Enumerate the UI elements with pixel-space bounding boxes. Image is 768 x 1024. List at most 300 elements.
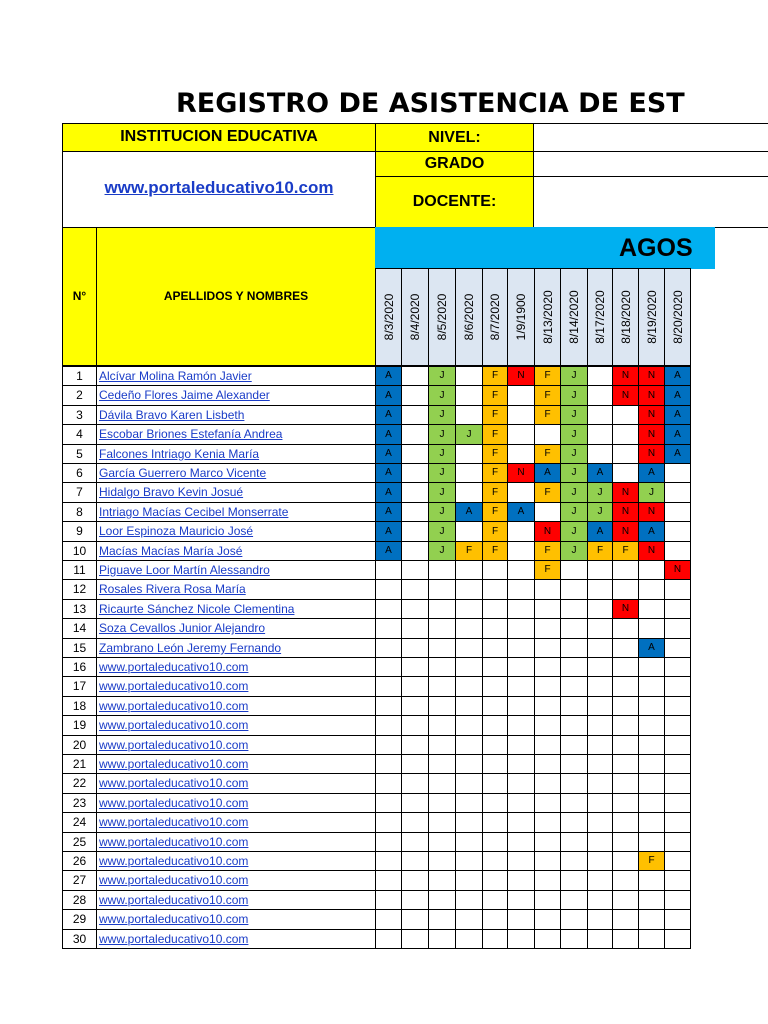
attendance-cell[interactable] (638, 870, 665, 891)
attendance-cell[interactable] (612, 715, 639, 736)
attendance-cell[interactable] (507, 444, 535, 464)
attendance-cell[interactable]: N (638, 366, 665, 386)
attendance-cell[interactable] (587, 735, 613, 755)
attendance-cell[interactable] (375, 657, 402, 677)
student-name[interactable]: Hidalgo Bravo Kevin Josué (96, 482, 376, 503)
student-name[interactable]: Ricaurte Sánchez Nicole Clementina (96, 599, 376, 619)
student-name[interactable]: www.portaleducativo10.com (96, 832, 376, 852)
attendance-cell[interactable] (455, 929, 483, 949)
attendance-cell[interactable] (428, 929, 456, 949)
attendance-cell[interactable]: N (664, 560, 691, 580)
attendance-cell[interactable]: J (560, 482, 588, 503)
attendance-cell[interactable] (482, 676, 508, 697)
attendance-cell[interactable] (428, 715, 456, 736)
attendance-cell[interactable] (401, 599, 429, 619)
attendance-cell[interactable]: F (587, 541, 613, 561)
attendance-cell[interactable] (401, 735, 429, 755)
attendance-cell[interactable] (534, 832, 561, 852)
attendance-cell[interactable] (534, 890, 561, 910)
attendance-cell[interactable]: J (455, 424, 483, 445)
attendance-cell[interactable]: N (612, 366, 639, 386)
attendance-cell[interactable] (638, 560, 665, 580)
attendance-cell[interactable] (534, 502, 561, 522)
attendance-cell[interactable] (560, 638, 588, 658)
attendance-cell[interactable]: F (534, 385, 561, 406)
attendance-cell[interactable] (612, 696, 639, 716)
attendance-cell[interactable] (507, 773, 535, 794)
attendance-cell[interactable] (664, 502, 691, 522)
attendance-cell[interactable] (507, 579, 535, 600)
attendance-cell[interactable] (587, 832, 613, 852)
attendance-cell[interactable] (507, 541, 535, 561)
student-name[interactable]: www.portaleducativo10.com (96, 676, 376, 697)
attendance-cell[interactable] (612, 424, 639, 445)
docente-value-cell[interactable] (533, 176, 768, 228)
attendance-cell[interactable] (560, 560, 588, 580)
attendance-cell[interactable] (428, 599, 456, 619)
attendance-cell[interactable]: J (560, 444, 588, 464)
attendance-cell[interactable] (534, 812, 561, 833)
attendance-cell[interactable] (455, 754, 483, 774)
attendance-cell[interactable] (375, 715, 402, 736)
attendance-cell[interactable] (587, 657, 613, 677)
attendance-cell[interactable] (534, 909, 561, 930)
student-name[interactable]: www.portaleducativo10.com (96, 890, 376, 910)
attendance-cell[interactable] (401, 676, 429, 697)
attendance-cell[interactable]: J (560, 366, 588, 386)
attendance-cell[interactable]: N (638, 444, 665, 464)
attendance-cell[interactable] (638, 715, 665, 736)
attendance-cell[interactable] (638, 890, 665, 910)
attendance-cell[interactable]: A (375, 366, 402, 386)
attendance-cell[interactable] (560, 832, 588, 852)
student-name[interactable]: www.portaleducativo10.com (96, 657, 376, 677)
attendance-cell[interactable]: J (587, 482, 613, 503)
attendance-cell[interactable] (455, 618, 483, 639)
docente-label-cell[interactable] (375, 176, 534, 228)
attendance-cell[interactable] (638, 618, 665, 639)
attendance-cell[interactable]: N (638, 541, 665, 561)
attendance-cell[interactable] (428, 851, 456, 871)
attendance-cell[interactable] (664, 812, 691, 833)
attendance-cell[interactable]: J (428, 521, 456, 542)
attendance-cell[interactable] (507, 599, 535, 619)
attendance-cell[interactable]: A (375, 444, 402, 464)
attendance-cell[interactable] (507, 696, 535, 716)
attendance-cell[interactable] (612, 773, 639, 794)
attendance-cell[interactable]: F (534, 405, 561, 425)
attendance-cell[interactable] (587, 696, 613, 716)
attendance-cell[interactable] (375, 579, 402, 600)
student-name[interactable]: Rosales Rivera Rosa María (96, 579, 376, 600)
attendance-cell[interactable] (612, 444, 639, 464)
student-name[interactable]: Escobar Briones Estefanía Andrea (96, 424, 376, 445)
student-name[interactable]: www.portaleducativo10.com (96, 929, 376, 949)
student-name[interactable]: www.portaleducativo10.com (96, 715, 376, 736)
attendance-cell[interactable] (560, 618, 588, 639)
attendance-cell[interactable]: A (455, 502, 483, 522)
attendance-cell[interactable] (507, 890, 535, 910)
attendance-cell[interactable] (587, 366, 613, 386)
attendance-cell[interactable] (612, 832, 639, 852)
attendance-cell[interactable] (401, 444, 429, 464)
attendance-cell[interactable] (401, 579, 429, 600)
attendance-cell[interactable] (507, 560, 535, 580)
attendance-cell[interactable] (428, 890, 456, 910)
attendance-cell[interactable] (664, 657, 691, 677)
attendance-cell[interactable] (587, 405, 613, 425)
attendance-cell[interactable]: F (482, 405, 508, 425)
attendance-cell[interactable]: J (428, 502, 456, 522)
attendance-cell[interactable]: A (375, 541, 402, 561)
attendance-cell[interactable] (664, 618, 691, 639)
attendance-cell[interactable] (664, 521, 691, 542)
attendance-cell[interactable] (375, 929, 402, 949)
attendance-cell[interactable] (482, 870, 508, 891)
attendance-cell[interactable] (612, 754, 639, 774)
attendance-cell[interactable] (507, 638, 535, 658)
attendance-cell[interactable]: A (534, 463, 561, 483)
attendance-cell[interactable] (401, 424, 429, 445)
attendance-cell[interactable] (482, 832, 508, 852)
attendance-cell[interactable] (560, 676, 588, 697)
attendance-cell[interactable]: J (428, 482, 456, 503)
attendance-cell[interactable]: A (375, 482, 402, 503)
attendance-cell[interactable]: N (612, 502, 639, 522)
student-name[interactable]: www.portaleducativo10.com (96, 696, 376, 716)
attendance-cell[interactable]: A (664, 424, 691, 445)
attendance-cell[interactable] (375, 735, 402, 755)
attendance-cell[interactable]: A (664, 385, 691, 406)
attendance-cell[interactable] (375, 638, 402, 658)
attendance-cell[interactable] (534, 754, 561, 774)
attendance-cell[interactable] (664, 890, 691, 910)
attendance-cell[interactable] (401, 851, 429, 871)
attendance-cell[interactable] (482, 793, 508, 813)
attendance-cell[interactable] (482, 560, 508, 580)
attendance-cell[interactable]: A (587, 521, 613, 542)
attendance-cell[interactable]: J (560, 424, 588, 445)
student-name[interactable]: Soza Cevallos Junior Alejandro (96, 618, 376, 639)
attendance-cell[interactable] (455, 657, 483, 677)
attendance-cell[interactable] (664, 735, 691, 755)
attendance-cell[interactable] (401, 657, 429, 677)
attendance-cell[interactable] (401, 793, 429, 813)
attendance-cell[interactable] (401, 812, 429, 833)
attendance-cell[interactable] (612, 638, 639, 658)
attendance-cell[interactable] (455, 579, 483, 600)
attendance-cell[interactable] (587, 812, 613, 833)
attendance-cell[interactable]: A (664, 444, 691, 464)
attendance-cell[interactable] (375, 870, 402, 891)
attendance-cell[interactable] (664, 676, 691, 697)
attendance-cell[interactable] (560, 754, 588, 774)
attendance-cell[interactable] (587, 385, 613, 406)
attendance-cell[interactable] (375, 618, 402, 639)
attendance-cell[interactable] (664, 599, 691, 619)
attendance-cell[interactable] (534, 676, 561, 697)
attendance-cell[interactable]: A (375, 385, 402, 406)
attendance-cell[interactable] (455, 599, 483, 619)
attendance-cell[interactable] (482, 657, 508, 677)
attendance-cell[interactable] (612, 793, 639, 813)
attendance-cell[interactable] (560, 696, 588, 716)
attendance-cell[interactable] (587, 773, 613, 794)
attendance-cell[interactable] (401, 463, 429, 483)
attendance-cell[interactable] (507, 812, 535, 833)
attendance-cell[interactable] (612, 851, 639, 871)
attendance-cell[interactable]: F (534, 560, 561, 580)
attendance-cell[interactable]: A (375, 521, 402, 542)
attendance-cell[interactable] (587, 676, 613, 697)
attendance-cell[interactable] (638, 909, 665, 930)
attendance-cell[interactable] (455, 444, 483, 464)
attendance-cell[interactable] (482, 929, 508, 949)
attendance-cell[interactable] (534, 851, 561, 871)
student-name[interactable]: www.portaleducativo10.com (96, 909, 376, 930)
attendance-cell[interactable] (587, 870, 613, 891)
attendance-cell[interactable]: A (638, 521, 665, 542)
attendance-cell[interactable] (428, 696, 456, 716)
attendance-cell[interactable] (612, 890, 639, 910)
attendance-cell[interactable] (534, 579, 561, 600)
attendance-cell[interactable] (534, 696, 561, 716)
attendance-cell[interactable]: J (560, 521, 588, 542)
attendance-cell[interactable]: N (612, 482, 639, 503)
attendance-cell[interactable] (507, 521, 535, 542)
attendance-cell[interactable]: F (482, 521, 508, 542)
attendance-cell[interactable]: N (638, 385, 665, 406)
attendance-cell[interactable] (560, 715, 588, 736)
attendance-cell[interactable] (455, 715, 483, 736)
attendance-cell[interactable] (560, 909, 588, 930)
attendance-cell[interactable]: J (428, 366, 456, 386)
attendance-cell[interactable]: A (507, 502, 535, 522)
attendance-cell[interactable] (664, 870, 691, 891)
attendance-cell[interactable] (534, 929, 561, 949)
attendance-cell[interactable] (507, 929, 535, 949)
attendance-cell[interactable]: A (664, 405, 691, 425)
attendance-cell[interactable] (428, 579, 456, 600)
attendance-cell[interactable] (534, 870, 561, 891)
attendance-cell[interactable] (401, 870, 429, 891)
student-name[interactable]: Loor Espinoza Mauricio José (96, 521, 376, 542)
attendance-cell[interactable]: J (560, 405, 588, 425)
attendance-cell[interactable]: J (560, 463, 588, 483)
attendance-cell[interactable] (587, 599, 613, 619)
attendance-cell[interactable] (507, 715, 535, 736)
attendance-cell[interactable] (664, 463, 691, 483)
attendance-cell[interactable] (401, 715, 429, 736)
attendance-cell[interactable] (428, 812, 456, 833)
attendance-cell[interactable] (401, 502, 429, 522)
attendance-cell[interactable] (455, 366, 483, 386)
attendance-cell[interactable]: N (638, 502, 665, 522)
attendance-cell[interactable]: F (638, 851, 665, 871)
attendance-cell[interactable]: A (664, 366, 691, 386)
attendance-cell[interactable] (612, 812, 639, 833)
attendance-cell[interactable] (534, 424, 561, 445)
attendance-cell[interactable] (507, 676, 535, 697)
attendance-cell[interactable]: J (560, 541, 588, 561)
attendance-cell[interactable] (534, 773, 561, 794)
attendance-cell[interactable] (375, 773, 402, 794)
attendance-cell[interactable] (587, 560, 613, 580)
attendance-cell[interactable] (455, 521, 483, 542)
attendance-cell[interactable]: F (534, 541, 561, 561)
attendance-cell[interactable] (534, 638, 561, 658)
attendance-cell[interactable] (664, 754, 691, 774)
attendance-cell[interactable] (664, 851, 691, 871)
attendance-cell[interactable] (428, 754, 456, 774)
attendance-cell[interactable] (428, 909, 456, 930)
attendance-cell[interactable] (664, 832, 691, 852)
attendance-cell[interactable] (638, 793, 665, 813)
attendance-cell[interactable] (612, 870, 639, 891)
attendance-cell[interactable]: F (482, 444, 508, 464)
attendance-cell[interactable] (612, 676, 639, 697)
attendance-cell[interactable] (612, 463, 639, 483)
attendance-cell[interactable] (428, 618, 456, 639)
attendance-cell[interactable] (428, 638, 456, 658)
attendance-cell[interactable] (455, 909, 483, 930)
attendance-cell[interactable] (638, 735, 665, 755)
attendance-cell[interactable] (587, 638, 613, 658)
attendance-cell[interactable] (375, 909, 402, 930)
website-cell[interactable] (62, 151, 376, 228)
attendance-cell[interactable] (560, 890, 588, 910)
attendance-cell[interactable] (507, 851, 535, 871)
institution-label-cell[interactable] (62, 123, 376, 152)
attendance-cell[interactable] (482, 890, 508, 910)
attendance-cell[interactable]: N (507, 463, 535, 483)
attendance-cell[interactable] (534, 793, 561, 813)
nivel-label-cell[interactable] (375, 123, 534, 152)
attendance-cell[interactable] (612, 405, 639, 425)
attendance-cell[interactable]: F (482, 541, 508, 561)
student-name[interactable]: García Guerrero Marco Vicente (96, 463, 376, 483)
attendance-cell[interactable] (401, 909, 429, 930)
attendance-cell[interactable] (375, 696, 402, 716)
attendance-cell[interactable] (401, 618, 429, 639)
attendance-cell[interactable] (664, 482, 691, 503)
attendance-cell[interactable] (375, 793, 402, 813)
attendance-cell[interactable] (482, 754, 508, 774)
attendance-cell[interactable] (560, 735, 588, 755)
attendance-cell[interactable] (455, 890, 483, 910)
attendance-cell[interactable] (587, 618, 613, 639)
attendance-cell[interactable] (375, 851, 402, 871)
attendance-cell[interactable] (612, 579, 639, 600)
attendance-cell[interactable] (587, 929, 613, 949)
student-name[interactable]: Falcones Intriago Kenia María (96, 444, 376, 464)
attendance-cell[interactable] (375, 812, 402, 833)
attendance-cell[interactable] (534, 735, 561, 755)
attendance-cell[interactable] (664, 773, 691, 794)
attendance-cell[interactable]: F (482, 424, 508, 445)
attendance-cell[interactable] (664, 541, 691, 561)
attendance-cell[interactable]: F (455, 541, 483, 561)
attendance-cell[interactable] (401, 521, 429, 542)
attendance-cell[interactable] (560, 579, 588, 600)
attendance-cell[interactable] (587, 579, 613, 600)
attendance-cell[interactable] (455, 773, 483, 794)
attendance-cell[interactable]: J (428, 463, 456, 483)
attendance-cell[interactable] (482, 851, 508, 871)
attendance-cell[interactable]: F (482, 502, 508, 522)
attendance-cell[interactable] (534, 618, 561, 639)
attendance-cell[interactable] (455, 851, 483, 871)
attendance-cell[interactable] (612, 618, 639, 639)
attendance-cell[interactable]: J (428, 405, 456, 425)
attendance-cell[interactable] (638, 696, 665, 716)
student-name[interactable]: Dávila Bravo Karen Lisbeth (96, 405, 376, 425)
attendance-cell[interactable] (455, 385, 483, 406)
attendance-cell[interactable] (612, 909, 639, 930)
attendance-cell[interactable] (560, 657, 588, 677)
attendance-cell[interactable] (428, 560, 456, 580)
attendance-cell[interactable] (587, 715, 613, 736)
attendance-cell[interactable] (428, 676, 456, 697)
attendance-cell[interactable] (507, 909, 535, 930)
student-name[interactable]: Cedeño Flores Jaime Alexander (96, 385, 376, 406)
attendance-cell[interactable] (401, 405, 429, 425)
attendance-cell[interactable]: A (375, 424, 402, 445)
attendance-cell[interactable] (428, 735, 456, 755)
attendance-cell[interactable] (507, 832, 535, 852)
attendance-cell[interactable] (664, 579, 691, 600)
website-link[interactable]: www.portaleducativo10.com (104, 178, 334, 197)
attendance-cell[interactable] (560, 599, 588, 619)
attendance-cell[interactable]: N (612, 385, 639, 406)
attendance-cell[interactable]: A (375, 405, 402, 425)
student-name[interactable]: www.portaleducativo10.com (96, 754, 376, 774)
attendance-cell[interactable]: N (638, 424, 665, 445)
attendance-cell[interactable] (612, 735, 639, 755)
attendance-cell[interactable] (612, 657, 639, 677)
attendance-cell[interactable] (587, 754, 613, 774)
attendance-cell[interactable] (664, 909, 691, 930)
attendance-cell[interactable] (455, 696, 483, 716)
student-name[interactable]: www.portaleducativo10.com (96, 735, 376, 755)
attendance-cell[interactable] (455, 560, 483, 580)
attendance-cell[interactable] (455, 463, 483, 483)
attendance-cell[interactable] (401, 482, 429, 503)
attendance-cell[interactable]: F (482, 366, 508, 386)
attendance-cell[interactable]: J (428, 444, 456, 464)
attendance-cell[interactable] (664, 929, 691, 949)
attendance-cell[interactable] (455, 735, 483, 755)
attendance-cell[interactable] (375, 754, 402, 774)
attendance-cell[interactable] (375, 890, 402, 910)
attendance-cell[interactable] (401, 890, 429, 910)
attendance-cell[interactable] (587, 890, 613, 910)
grado-value-cell[interactable] (533, 151, 768, 177)
attendance-cell[interactable] (482, 715, 508, 736)
attendance-cell[interactable]: N (612, 599, 639, 619)
attendance-cell[interactable] (638, 773, 665, 794)
attendance-cell[interactable] (664, 696, 691, 716)
attendance-cell[interactable] (638, 657, 665, 677)
attendance-cell[interactable]: J (428, 424, 456, 445)
attendance-cell[interactable] (482, 579, 508, 600)
student-name[interactable]: Piguave Loor Martín Alessandro (96, 560, 376, 580)
attendance-cell[interactable]: F (534, 482, 561, 503)
attendance-cell[interactable] (534, 599, 561, 619)
attendance-cell[interactable] (507, 482, 535, 503)
attendance-cell[interactable] (638, 812, 665, 833)
attendance-cell[interactable] (507, 405, 535, 425)
